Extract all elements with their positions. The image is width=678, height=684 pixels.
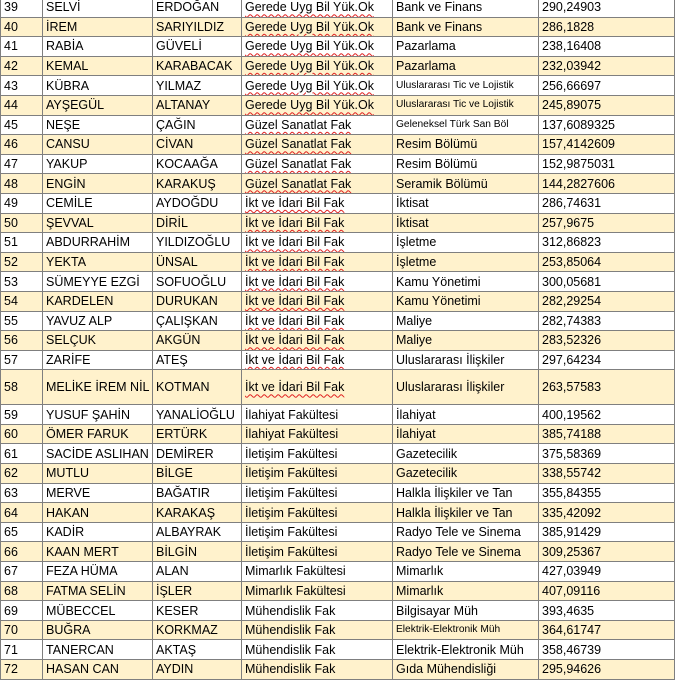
row-number-cell[interactable]: 71 (1, 640, 43, 660)
surname-cell[interactable]: DEMİRER (153, 444, 242, 464)
department-cell[interactable]: Pazarlama (393, 56, 539, 76)
table-row (1, 620, 675, 640)
row-number-cell[interactable]: 41 (1, 37, 43, 57)
faculty-cell[interactable]: Gerede Uyg Bil Yük.Ok (242, 37, 393, 57)
table-row (1, 464, 675, 484)
department-cell[interactable]: Resim Bölümü (393, 135, 539, 155)
table-row (1, 660, 675, 680)
department-cell[interactable]: İlahiyat (393, 424, 539, 444)
row-number-cell[interactable]: 60 (1, 424, 43, 444)
score-cell[interactable]: 385,74188 (539, 424, 675, 444)
name-cell[interactable]: ZARİFE (43, 350, 153, 370)
row-number-cell[interactable]: 58 (1, 370, 43, 405)
name-cell[interactable]: HASAN CAN (43, 660, 153, 680)
name-cell[interactable]: MÜBECCEL (43, 601, 153, 621)
name-cell[interactable]: MELİKE İREM NİL (43, 370, 153, 405)
row-number-cell[interactable]: 52 (1, 252, 43, 272)
faculty-cell[interactable]: Mühendislik Fak (242, 620, 393, 640)
table-row (1, 311, 675, 331)
name-cell[interactable]: FATMA SELİN (43, 581, 153, 601)
table-row (1, 601, 675, 621)
department-cell[interactable]: Uluslararası İlişkiler (393, 350, 539, 370)
faculty-cell[interactable]: İletişim Fakültesi (242, 522, 393, 542)
surname-cell[interactable]: KESER (153, 601, 242, 621)
surname-cell[interactable]: ÇAĞIN (153, 115, 242, 135)
score-cell[interactable]: 232,03942 (539, 56, 675, 76)
faculty-cell[interactable]: Mimarlık Fakültesi (242, 562, 393, 582)
row-number-cell[interactable]: 65 (1, 522, 43, 542)
name-cell[interactable]: HAKAN (43, 503, 153, 523)
surname-cell[interactable]: AKGÜN (153, 331, 242, 351)
row-number-cell[interactable]: 59 (1, 405, 43, 425)
faculty-cell[interactable]: İkt ve İdari Bil Fak (242, 291, 393, 311)
score-cell[interactable]: 286,1828 (539, 17, 675, 37)
surname-cell[interactable]: KARAKUŞ (153, 174, 242, 194)
surname-cell[interactable]: ALTANAY (153, 95, 242, 115)
row-number-cell[interactable]: 56 (1, 331, 43, 351)
surname-cell[interactable]: AYDIN (153, 660, 242, 680)
score-cell[interactable]: 300,05681 (539, 272, 675, 292)
faculty-cell[interactable]: Gerede Uyg Bil Yük.Ok (242, 0, 393, 17)
name-cell[interactable]: SELÇUK (43, 331, 153, 351)
table-row (1, 213, 675, 233)
department-cell[interactable]: İktisat (393, 213, 539, 233)
faculty-cell[interactable]: Mühendislik Fak (242, 601, 393, 621)
name-cell[interactable]: TANERCAN (43, 640, 153, 660)
row-number-cell[interactable]: 69 (1, 601, 43, 621)
faculty-cell[interactable]: İletişim Fakültesi (242, 483, 393, 503)
name-cell[interactable]: SACİDE ASLIHAN (43, 444, 153, 464)
name-cell[interactable]: AYŞEGÜL (43, 95, 153, 115)
score-cell[interactable]: 144,2827606 (539, 174, 675, 194)
score-cell[interactable]: 283,52326 (539, 331, 675, 351)
score-cell[interactable]: 338,55742 (539, 464, 675, 484)
score-cell[interactable]: 137,6089325 (539, 115, 675, 135)
table-body (1, 0, 675, 679)
score-cell[interactable]: 312,86823 (539, 233, 675, 253)
row-number-cell[interactable]: 43 (1, 76, 43, 96)
table-row (1, 17, 675, 37)
faculty-cell[interactable]: İkt ve İdari Bil Fak (242, 252, 393, 272)
surname-cell[interactable]: GÜVELİ (153, 37, 242, 57)
score-cell[interactable]: 295,94626 (539, 660, 675, 680)
table-row (1, 424, 675, 444)
table-row (1, 76, 675, 96)
table-row (1, 542, 675, 562)
faculty-cell[interactable]: İlahiyat Fakültesi (242, 424, 393, 444)
department-cell[interactable]: Radyo Tele ve Sinema (393, 542, 539, 562)
table-row (1, 135, 675, 155)
name-cell[interactable]: KAAN MERT (43, 542, 153, 562)
name-cell[interactable]: YEKTA (43, 252, 153, 272)
row-number-cell[interactable]: 39 (1, 0, 43, 17)
surname-cell[interactable]: CİVAN (153, 135, 242, 155)
surname-cell[interactable]: DİRİL (153, 213, 242, 233)
table-row (1, 483, 675, 503)
row-number-cell[interactable]: 45 (1, 115, 43, 135)
row-number-cell[interactable]: 54 (1, 291, 43, 311)
faculty-cell[interactable]: Mühendislik Fak (242, 660, 393, 680)
table-row (1, 640, 675, 660)
row-number-cell[interactable]: 47 (1, 154, 43, 174)
surname-cell[interactable]: İŞLER (153, 581, 242, 601)
row-number-cell[interactable]: 63 (1, 483, 43, 503)
surname-cell[interactable]: SOFUOĞLU (153, 272, 242, 292)
faculty-cell[interactable]: İletişim Fakültesi (242, 444, 393, 464)
table-row (1, 272, 675, 292)
department-cell[interactable]: İlahiyat (393, 405, 539, 425)
table-row (1, 56, 675, 76)
score-cell[interactable]: 309,25367 (539, 542, 675, 562)
department-cell[interactable]: Bank ve Finans (393, 0, 539, 17)
department-cell[interactable]: Uluslararası Tic ve Lojistik (393, 76, 539, 96)
faculty-cell[interactable]: İkt ve İdari Bil Fak (242, 213, 393, 233)
name-cell[interactable]: FEZA HÜMA (43, 562, 153, 582)
surname-cell[interactable]: ÜNSAL (153, 252, 242, 272)
faculty-cell[interactable]: İkt ve İdari Bil Fak (242, 311, 393, 331)
department-cell[interactable]: Gıda Mühendisliği (393, 660, 539, 680)
surname-cell[interactable]: ALAN (153, 562, 242, 582)
table-row (1, 174, 675, 194)
name-cell[interactable]: BUĞRA (43, 620, 153, 640)
score-cell[interactable]: 152,9875031 (539, 154, 675, 174)
row-number-cell[interactable]: 67 (1, 562, 43, 582)
department-cell[interactable]: Elektrik-Elektronik Müh (393, 620, 539, 640)
row-number-cell[interactable]: 46 (1, 135, 43, 155)
surname-cell[interactable]: BİLGE (153, 464, 242, 484)
table-row (1, 37, 675, 57)
surname-cell[interactable]: DURUKAN (153, 291, 242, 311)
score-cell[interactable]: 385,91429 (539, 522, 675, 542)
faculty-cell[interactable]: İletişim Fakültesi (242, 464, 393, 484)
table-row (1, 444, 675, 464)
department-cell[interactable]: İşletme (393, 233, 539, 253)
department-cell[interactable]: Halkla İlişkiler ve Tan (393, 503, 539, 523)
row-number-cell[interactable]: 55 (1, 311, 43, 331)
surname-cell[interactable]: KARABACAK (153, 56, 242, 76)
score-cell[interactable]: 375,58369 (539, 444, 675, 464)
faculty-cell[interactable]: Gerede Uyg Bil Yük.Ok (242, 56, 393, 76)
department-cell[interactable]: Elektrik-Elektronik Müh (393, 640, 539, 660)
department-cell[interactable]: Kamu Yönetimi (393, 272, 539, 292)
score-cell[interactable]: 400,19562 (539, 405, 675, 425)
score-cell[interactable]: 297,64234 (539, 350, 675, 370)
table-row (1, 562, 675, 582)
faculty-cell[interactable]: Mimarlık Fakültesi (242, 581, 393, 601)
department-cell[interactable]: İktisat (393, 193, 539, 213)
department-cell[interactable]: Halkla İlişkiler ve Tan (393, 483, 539, 503)
score-cell[interactable]: 407,09116 (539, 581, 675, 601)
surname-cell[interactable]: ERDOĞAN (153, 0, 242, 17)
department-cell[interactable]: Kamu Yönetimi (393, 291, 539, 311)
score-cell[interactable]: 245,89075 (539, 95, 675, 115)
score-cell[interactable]: 355,84355 (539, 483, 675, 503)
score-cell[interactable]: 427,03949 (539, 562, 675, 582)
name-cell[interactable]: ŞEVVAL (43, 213, 153, 233)
name-cell[interactable]: CEMİLE (43, 193, 153, 213)
surname-cell[interactable]: YILMAZ (153, 76, 242, 96)
faculty-cell[interactable]: Güzel Sanatlat Fak (242, 115, 393, 135)
faculty-cell[interactable]: Güzel Sanatlat Fak (242, 135, 393, 155)
score-cell[interactable]: 157,4142609 (539, 135, 675, 155)
score-cell[interactable]: 263,57583 (539, 370, 675, 405)
table-row (1, 233, 675, 253)
row-number-cell[interactable]: 42 (1, 56, 43, 76)
faculty-cell[interactable]: Mühendislik Fak (242, 640, 393, 660)
department-cell[interactable]: Radyo Tele ve Sinema (393, 522, 539, 542)
name-cell[interactable]: RABİA (43, 37, 153, 57)
department-cell[interactable]: Seramik Bölümü (393, 174, 539, 194)
table-row (1, 95, 675, 115)
table-row (1, 193, 675, 213)
score-cell[interactable]: 282,29254 (539, 291, 675, 311)
department-cell[interactable]: Resim Bölümü (393, 154, 539, 174)
name-cell[interactable]: YUSUF ŞAHİN (43, 405, 153, 425)
name-cell[interactable]: MERVE (43, 483, 153, 503)
table-row (1, 115, 675, 135)
surname-cell[interactable]: YANALİOĞLU (153, 405, 242, 425)
department-cell[interactable]: Maliye (393, 331, 539, 351)
row-number-cell[interactable]: 50 (1, 213, 43, 233)
faculty-cell[interactable]: Gerede Uyg Bil Yük.Ok (242, 76, 393, 96)
table-row (1, 331, 675, 351)
name-cell[interactable]: ÖMER FARUK (43, 424, 153, 444)
score-cell[interactable]: 282,74383 (539, 311, 675, 331)
department-cell[interactable]: Maliye (393, 311, 539, 331)
table-row (1, 252, 675, 272)
department-cell[interactable]: Geleneksel Türk San Böl (393, 115, 539, 135)
name-cell[interactable]: İREM (43, 17, 153, 37)
faculty-cell[interactable]: İkt ve İdari Bil Fak (242, 193, 393, 213)
surname-cell[interactable]: AKTAŞ (153, 640, 242, 660)
name-cell[interactable]: KARDELEN (43, 291, 153, 311)
faculty-cell[interactable]: İkt ve İdari Bil Fak (242, 350, 393, 370)
surname-cell[interactable]: KOCAAĞA (153, 154, 242, 174)
row-number-cell[interactable]: 40 (1, 17, 43, 37)
row-number-cell[interactable]: 72 (1, 660, 43, 680)
row-number-cell[interactable]: 64 (1, 503, 43, 523)
name-cell[interactable]: SELVİ (43, 0, 153, 17)
row-number-cell[interactable]: 53 (1, 272, 43, 292)
faculty-cell[interactable]: İletişim Fakültesi (242, 542, 393, 562)
name-cell[interactable]: NEŞE (43, 115, 153, 135)
surname-cell[interactable]: ALBAYRAK (153, 522, 242, 542)
score-cell[interactable]: 253,85064 (539, 252, 675, 272)
row-number-cell[interactable]: 66 (1, 542, 43, 562)
score-cell[interactable]: 364,61747 (539, 620, 675, 640)
surname-cell[interactable]: YILDIZOĞLU (153, 233, 242, 253)
row-number-cell[interactable]: 61 (1, 444, 43, 464)
table-row (1, 0, 675, 17)
faculty-cell[interactable]: Gerede Uyg Bil Yük.Ok (242, 17, 393, 37)
department-cell[interactable]: Pazarlama (393, 37, 539, 57)
row-number-cell[interactable]: 48 (1, 174, 43, 194)
table-row (1, 522, 675, 542)
table-row (1, 350, 675, 370)
table-row (1, 154, 675, 174)
surname-cell[interactable]: ATEŞ (153, 350, 242, 370)
score-cell[interactable]: 238,16408 (539, 37, 675, 57)
score-cell[interactable]: 257,9675 (539, 213, 675, 233)
department-cell[interactable]: Uluslararası Tic ve Lojistik (393, 95, 539, 115)
score-cell[interactable]: 286,74631 (539, 193, 675, 213)
name-cell[interactable]: YAKUP (43, 154, 153, 174)
department-cell[interactable]: İşletme (393, 252, 539, 272)
score-cell[interactable]: 358,46739 (539, 640, 675, 660)
department-cell[interactable]: Mimarlık (393, 562, 539, 582)
table-row (1, 291, 675, 311)
name-cell[interactable]: MUTLU (43, 464, 153, 484)
row-number-cell[interactable]: 57 (1, 350, 43, 370)
faculty-cell[interactable]: İkt ve İdari Bil Fak (242, 272, 393, 292)
table-row (1, 405, 675, 425)
surname-cell[interactable]: ÇALIŞKAN (153, 311, 242, 331)
surname-cell[interactable]: KORKMAZ (153, 620, 242, 640)
department-cell[interactable]: Bilgisayar Müh (393, 601, 539, 621)
score-cell[interactable]: 335,42092 (539, 503, 675, 523)
table-row (1, 370, 675, 405)
faculty-cell[interactable]: Güzel Sanatlat Fak (242, 174, 393, 194)
surname-cell[interactable]: BAĞATIR (153, 483, 242, 503)
row-number-cell[interactable]: 70 (1, 620, 43, 640)
name-cell[interactable]: KEMAL (43, 56, 153, 76)
name-cell[interactable]: KÜBRA (43, 76, 153, 96)
surname-cell[interactable]: KARAKAŞ (153, 503, 242, 523)
row-number-cell[interactable]: 44 (1, 95, 43, 115)
surname-cell[interactable]: ERTÜRK (153, 424, 242, 444)
score-cell[interactable]: 256,66697 (539, 76, 675, 96)
department-cell[interactable]: Gazetecilik (393, 444, 539, 464)
department-cell[interactable]: Mimarlık (393, 581, 539, 601)
table-row (1, 581, 675, 601)
name-cell[interactable]: KADİR (43, 522, 153, 542)
faculty-cell[interactable]: İkt ve İdari Bil Fak (242, 370, 393, 405)
name-cell[interactable]: ENGİN (43, 174, 153, 194)
surname-cell[interactable]: SARIYILDIZ (153, 17, 242, 37)
score-cell[interactable]: 393,4635 (539, 601, 675, 621)
name-cell[interactable]: CANSU (43, 135, 153, 155)
surname-cell[interactable]: BİLGİN (153, 542, 242, 562)
table-row (1, 503, 675, 523)
faculty-cell[interactable]: İlahiyat Fakültesi (242, 405, 393, 425)
row-number-cell[interactable]: 68 (1, 581, 43, 601)
name-cell[interactable]: ABDURRAHİM (43, 233, 153, 253)
faculty-cell[interactable]: Güzel Sanatlat Fak (242, 154, 393, 174)
faculty-cell[interactable]: İkt ve İdari Bil Fak (242, 233, 393, 253)
surname-cell[interactable]: KOTMAN (153, 370, 242, 405)
name-cell[interactable]: YAVUZ ALP (43, 311, 153, 331)
department-cell[interactable]: Gazetecilik (393, 464, 539, 484)
department-cell[interactable]: Bank ve Finans (393, 17, 539, 37)
row-number-cell[interactable]: 49 (1, 193, 43, 213)
row-number-cell[interactable]: 51 (1, 233, 43, 253)
faculty-cell[interactable]: İletişim Fakültesi (242, 503, 393, 523)
row-number-cell[interactable]: 62 (1, 464, 43, 484)
score-cell[interactable]: 290,24903 (539, 0, 675, 17)
faculty-cell[interactable]: Gerede Uyg Bil Yük.Ok (242, 95, 393, 115)
name-cell[interactable]: SÜMEYYE EZGİ (43, 272, 153, 292)
surname-cell[interactable]: AYDOĞDU (153, 193, 242, 213)
department-cell[interactable]: Uluslararası İlişkiler (393, 370, 539, 405)
faculty-cell[interactable]: İkt ve İdari Bil Fak (242, 331, 393, 351)
